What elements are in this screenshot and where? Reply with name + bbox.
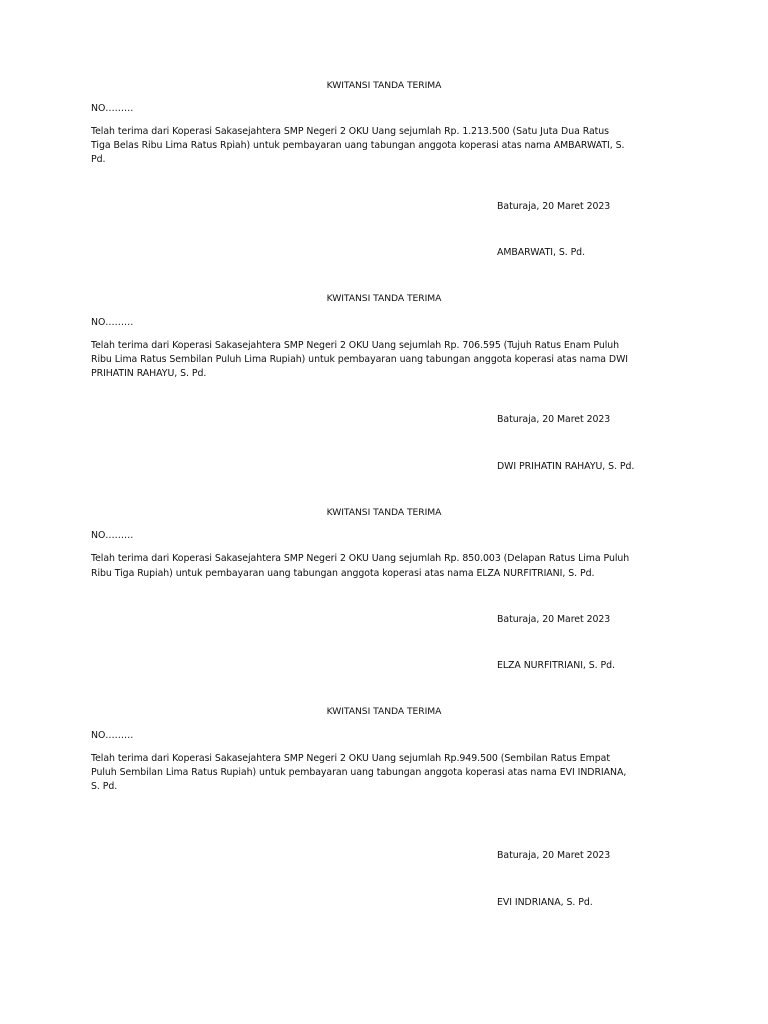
receipt-body-line: Puluh Sembilan Lima Ratus Rupiah) untuk pembayaran uang tabungan anggota koperasi atas nama EVI INDRIANA,: [91, 767, 627, 778]
receipt-body-line: S. Pd.: [91, 781, 118, 792]
receipt-body-line: Telah terima dari Koperasi Sakasejahtera SMP Negeri 2 OKU Uang sejumlah Rp. 1.213.500 (Satu Juta Dua Ratus: [91, 126, 610, 137]
receipt-body-line: Ribu Lima Ratus Sembilan Puluh Lima Rupiah) untuk pembayaran uang tabungan anggota koperasi atas nama DWI: [91, 354, 629, 365]
receipt-signatory: AMBARWATI, S. Pd.: [497, 247, 586, 258]
receipt-number: NO………: [91, 530, 134, 541]
receipt-body-line: Telah terima dari Koperasi Sakasejahtera SMP Negeri 2 OKU Uang sejumlah Rp.949.500 (Sembilan Ratus Empat: [91, 753, 610, 764]
receipt-title: KWITANSI TANDA TERIMA: [326, 80, 442, 91]
receipt-signatory: DWI PRIHATIN RAHAYU, S. Pd.: [497, 461, 635, 472]
receipt-number: NO………: [91, 317, 134, 328]
receipt-place-date: Baturaja, 20 Maret 2023: [497, 614, 611, 625]
receipt-body-line: Tiga Belas Ribu Lima Ratus Rpiah) untuk pembayaran uang tabungan anggota koperasi atas nama AMBARWATI, S.: [91, 140, 625, 151]
receipt-body-line: Telah terima dari Koperasi Sakasejahtera SMP Negeri 2 OKU Uang sejumlah Rp. 850.003 (Delapan Ratus Lima Puluh: [91, 553, 630, 564]
receipt-signatory: ELZA NURFITRIANI, S. Pd.: [497, 660, 615, 671]
receipt-title: KWITANSI TANDA TERIMA: [326, 293, 442, 304]
receipt-title: KWITANSI TANDA TERIMA: [326, 507, 442, 518]
receipt-signatory: EVI INDRIANA, S. Pd.: [497, 897, 593, 908]
receipt-place-date: Baturaja, 20 Maret 2023: [497, 850, 611, 861]
receipt-place-date: Baturaja, 20 Maret 2023: [497, 414, 611, 425]
receipt-body-line: Telah terima dari Koperasi Sakasejahtera SMP Negeri 2 OKU Uang sejumlah Rp. 706.595 (Tujuh Ratus Enam Puluh: [91, 340, 620, 351]
receipt-title: KWITANSI TANDA TERIMA: [326, 706, 442, 717]
receipt-number: NO………: [91, 103, 134, 114]
receipt-body-line: PRIHATIN RAHAYU, S. Pd.: [91, 368, 207, 379]
receipt-number: NO………: [91, 730, 134, 741]
receipt-body-line: Ribu Tiga Rupiah) untuk pembayaran uang tabungan anggota koperasi atas nama ELZA NURFITRIANI, S. Pd.: [91, 568, 595, 579]
receipt-place-date: Baturaja, 20 Maret 2023: [497, 201, 611, 212]
receipt-body-line: Pd.: [91, 154, 106, 165]
